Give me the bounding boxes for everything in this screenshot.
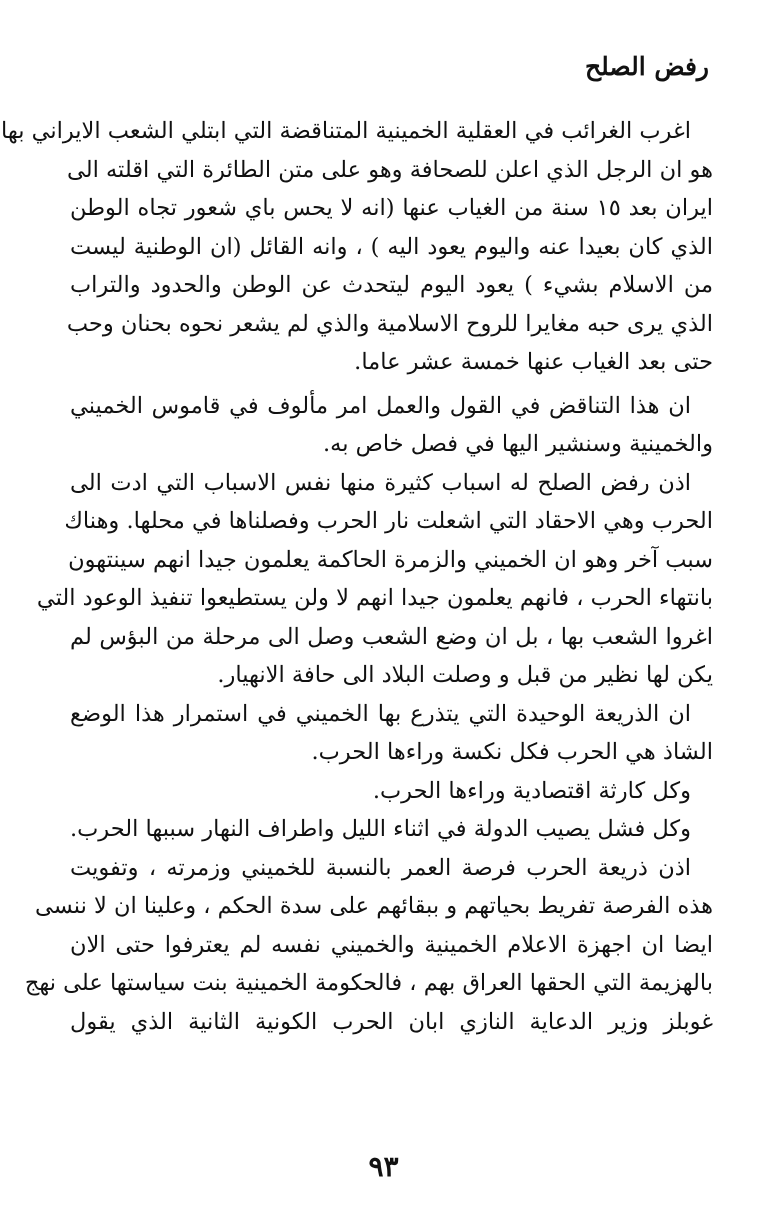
paragraph <box>24 849 713 1042</box>
text-line: الحرب وهي الاحقاد التي اشعلت نار الحرب وفصلناها في محلها. وهناك <box>64 508 713 534</box>
text-line: ايضا ان اجهزة الاعلام الخمينية والخميني نفسه لم يعترفوا حتى الان <box>70 931 713 958</box>
text-line: اغرب الغرائب في العقلية الخمينية المتناقضة التي ابتلي الشعب الايراني بها <box>0 118 691 144</box>
text-line: اغروا الشعب بها ، بل ان وضع الشعب وصل الى مرحلة من البؤس لم <box>70 623 713 650</box>
text-line: ان هذا التناقض في القول والعمل امر مألوف في قاموس الخميني <box>70 392 691 419</box>
paragraph <box>70 810 713 849</box>
text-line: بالهزيمة التي الحقها العراق بهم ، فالحكومة الخمينية بنت سياستها على نهج <box>24 970 713 996</box>
body-text <box>0 112 713 1041</box>
text-line: الذي يرى حبه مغايرا للروح الاسلامية والذي لم يشعر نحوه بحنان وحب <box>66 310 713 337</box>
running-head: رفض الصلح <box>584 52 709 81</box>
text-line: اذن رفض الصلح له اسباب كثيرة منها نفس الاسباب التي ادت الى <box>70 469 691 496</box>
paragraph <box>70 772 713 811</box>
text-line: والخمينية وسنشير اليها في فصل خاص به. <box>322 431 713 457</box>
text-line: هو ان الرجل الذي اعلن للصحافة وهو على متن الطائرة التي اقلته الى <box>66 156 713 183</box>
text-line: سبب آخر وهو ان الخميني والزمرة الحاكمة يعلمون جيدا انهم سينتهون <box>68 546 713 573</box>
paragraph <box>0 112 713 382</box>
page-number: ٩٣ <box>368 1150 399 1183</box>
paragraph <box>36 464 713 695</box>
text-line: حتى بعد الغياب عنها خمسة عشر عاما. <box>354 349 713 375</box>
text-line: وكل كارثة اقتصادية وراءها الحرب. <box>372 777 691 804</box>
text-line: الشاذ هي الحرب فكل نكسة وراءها الحرب. <box>311 739 713 765</box>
text-line: الذي كان بعيدا عنه واليوم يعود اليه ) ، وانه القائل (ان الوطنية ليست <box>70 233 713 260</box>
text-line: ان الذريعة الوحيدة التي يتذرع بها الخميني في استمرار هذا الوضع <box>70 700 691 727</box>
text-line: اذن ذريعة الحرب فرصة العمر بالنسبة للخميني وزمرته ، وتفويت <box>70 854 691 881</box>
text-line: من الاسلام بشيء ) يعود اليوم ليتحدث عن الوطن والحدود والتراب <box>70 272 713 298</box>
text-line: بانتهاء الحرب ، فانهم يعلمون جيدا انهم لا ولن يستطيعوا تنفيذ الوعود التي <box>36 585 713 611</box>
paragraph <box>70 387 713 464</box>
paragraph <box>70 695 713 772</box>
text-line: يكن لها نظير من قبل و وصلت البلاد الى حافة الانهيار. <box>217 662 713 688</box>
text-line: غوبلز وزير الدعاية النازي ابان الحرب الكونية الثانية الذي يقول <box>70 1008 713 1035</box>
text-line: هذه الفرصة تفريط بحياتهم و ببقائهم على سدة الحكم ، وعلينا ان لا ننسى <box>34 893 713 919</box>
text-line: ايران بعد ١٥ سنة من الغياب عنها (انه لا يحس باي شعور تجاه الوطن <box>70 195 713 221</box>
text-line: وكل فشل يصيب الدولة في اثناء الليل واطراف النهار سببها الحرب. <box>69 816 691 842</box>
